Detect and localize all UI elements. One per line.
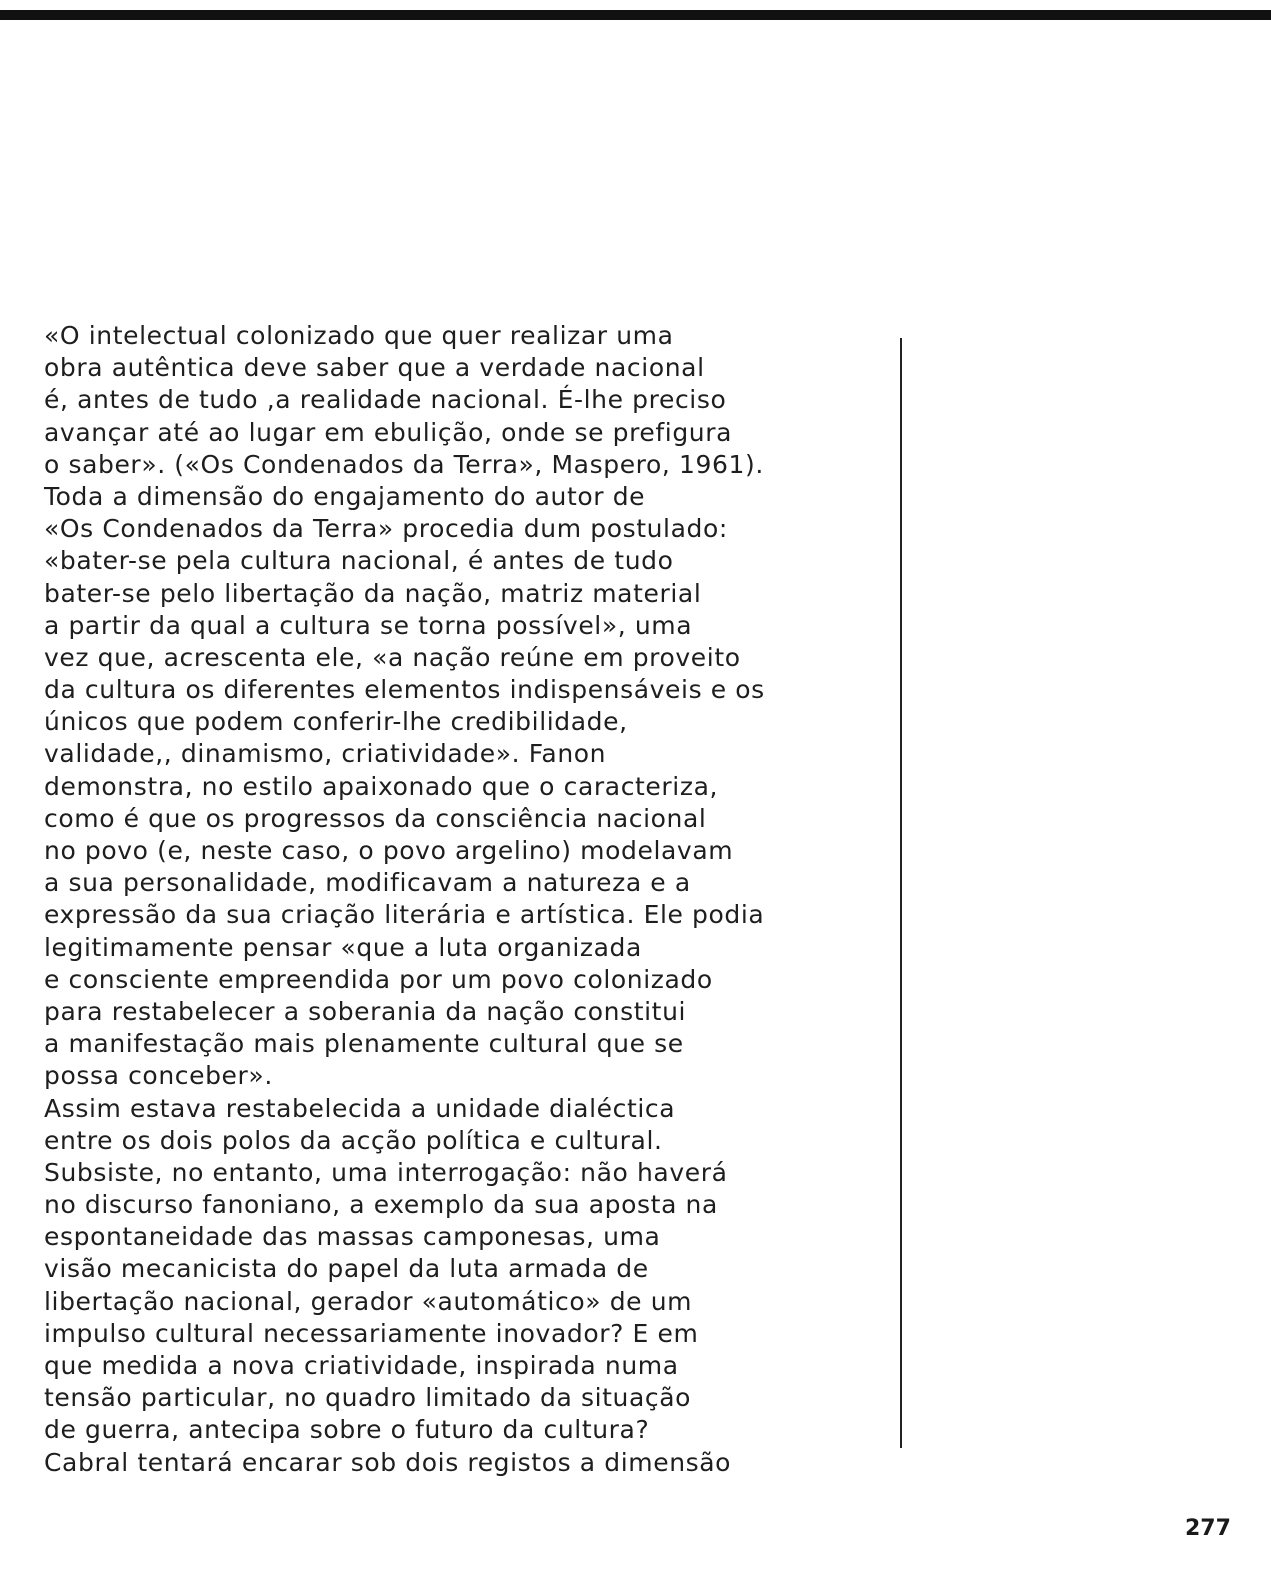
text-line: para restabelecer a soberania da nação constitui [44, 996, 687, 1026]
text-line: de guerra, antecipa sobre o futuro da cultura? [44, 1415, 650, 1445]
text-line: obra autêntica deve saber que a verdade nacional [44, 353, 705, 383]
text-line: a partir da qual a cultura se torna possível», uma [44, 610, 693, 640]
text-line: que medida a nova criatividade, inspirada numa [44, 1351, 679, 1380]
text-line: únicos que podem conferir-lhe credibilidade, [44, 707, 628, 737]
text-line: Assim estava restabelecida a unidade dialéctica [44, 1093, 676, 1123]
text-line: visão mecanicista do papel da luta armada de [44, 1254, 649, 1284]
text-line: é, antes de tudo ,a realidade nacional. É-lhe preciso [44, 385, 727, 415]
text-line: impulso cultural necessariamente inovador? E em [44, 1318, 699, 1348]
text-line: «O intelectual colonizado que quer realizar uma [44, 321, 674, 350]
text-line: expressão da sua criação literária e artística. Ele podia [44, 900, 765, 930]
text-line: bater-se pelo libertação da nação, matriz material [44, 578, 702, 608]
margin-rule [900, 338, 902, 1448]
top-rule [0, 10, 1271, 20]
text-line: libertação nacional, gerador «automático» de um [44, 1286, 693, 1316]
text-line: espontaneidade das massas camponesas, uma [44, 1222, 661, 1252]
text-line: da cultura os diferentes elementos indispensáveis e os [44, 675, 765, 705]
text-line: e consciente empreendida por um povo colonizado [44, 964, 713, 994]
text-line: «bater-se pela cultura nacional, é antes de tudo [44, 546, 674, 576]
text-line: tensão particular, no quadro limitado da situação [44, 1383, 692, 1413]
text-line: Subsiste, no entanto, uma interrogação: não haverá [44, 1157, 728, 1187]
page-number: 277 [1185, 1516, 1231, 1541]
text-line: no discurso fanoniano, a exemplo da sua aposta na [44, 1190, 718, 1220]
text-line: como é que os progressos da consciência nacional [44, 803, 707, 833]
text-line: vez que, acrescenta ele, «a nação reúne em proveito [44, 642, 741, 672]
text-line: Toda a dimensão do engajamento do autor de [44, 481, 646, 511]
text-line: legitimamente pensar «que a luta organizada [44, 932, 642, 962]
text-line: «Os Condenados da Terra» procedia dum postulado: [44, 514, 728, 544]
text-line: entre os dois polos da acção política e cultural. [44, 1125, 663, 1155]
text-line: demonstra, no estilo apaixonado que o caracteriza, [44, 771, 719, 801]
text-line: a sua personalidade, modificavam a natureza e a [44, 868, 691, 898]
text-line: validade,, dinamismo, criatividade». Fanon [44, 739, 607, 769]
text-line: avançar até ao lugar em ebulição, onde se prefigura [44, 417, 733, 447]
text-line: a manifestação mais plenamente cultural que se [44, 1029, 684, 1059]
text-line: o saber». («Os Condenados da Terra», Maspero, 1961). [44, 449, 764, 479]
text-line: no povo (e, neste caso, o povo argelino) modelavam [44, 836, 734, 865]
body-text [44, 320, 894, 1479]
text-line: Cabral tentará encarar sob dois registos a dimensão [44, 1447, 732, 1477]
text-line: possa conceber». [44, 1061, 273, 1091]
